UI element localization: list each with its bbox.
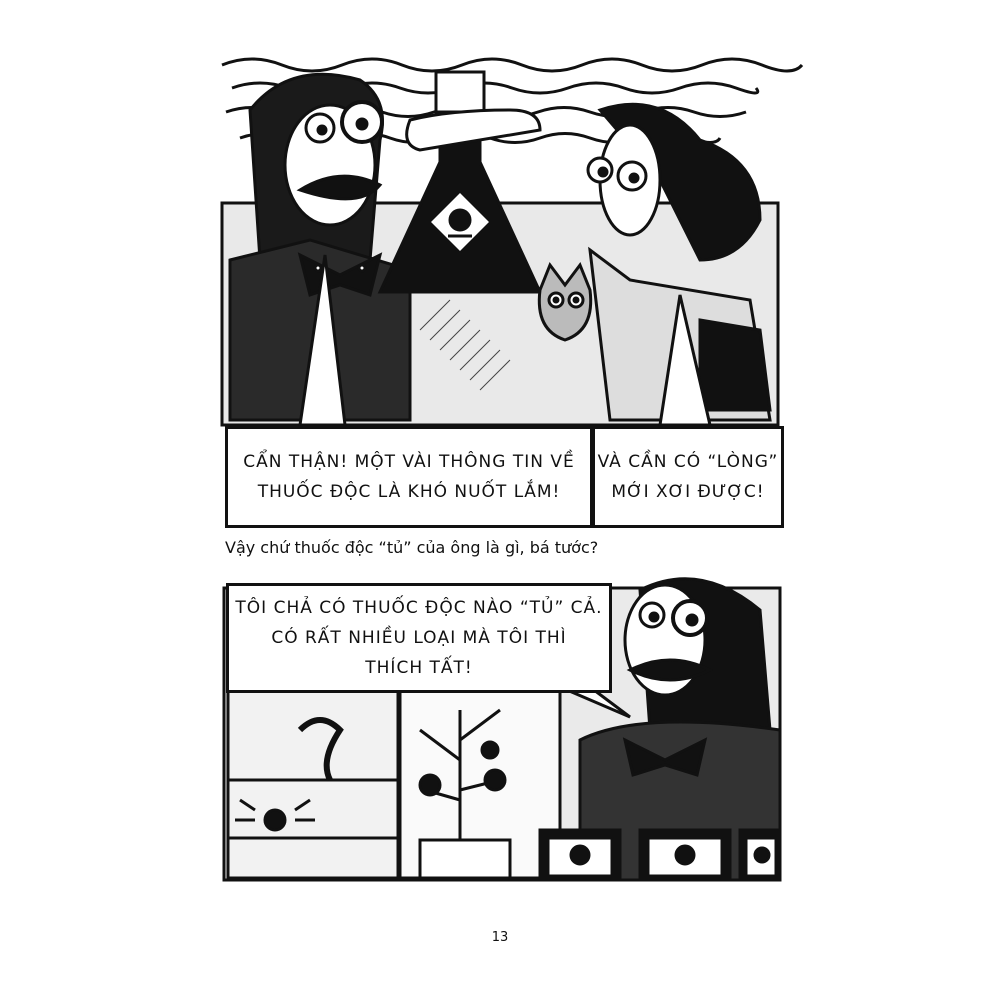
caption-right-line-2: MỚI XƠI ĐƯỢC! — [611, 482, 765, 502]
caption-left-line-1: CẨN THẬN! MỘT VÀI THÔNG TIN VỀ — [243, 452, 575, 472]
caption-left-line-2: THUỐC ĐỘC LÀ KHÓ NUỐT LẮM! — [257, 482, 561, 502]
page-number: 13 — [491, 930, 509, 945]
narration-text: Vậy chứ thuốc độc “tủ” của ông là gì, bá tước? — [225, 538, 599, 557]
poison-flask — [380, 72, 540, 292]
speech-line-2: CÓ RẤT NHIỀU LOẠI MÀ TÔI THÌ — [271, 628, 567, 648]
speech-line-1: TÔI CHẢ CÓ THUỐC ĐỘC NÀO “TỦ” CẢ. — [235, 598, 603, 618]
caption-box-left — [225, 426, 593, 528]
speech-line-3: THÍCH TẤT! — [365, 658, 473, 678]
caption-right-line-1: VÀ CẦN CÓ “LÒNG” — [597, 452, 779, 472]
speech-bubble-bottom — [226, 583, 612, 693]
caption-box-right — [592, 426, 784, 528]
